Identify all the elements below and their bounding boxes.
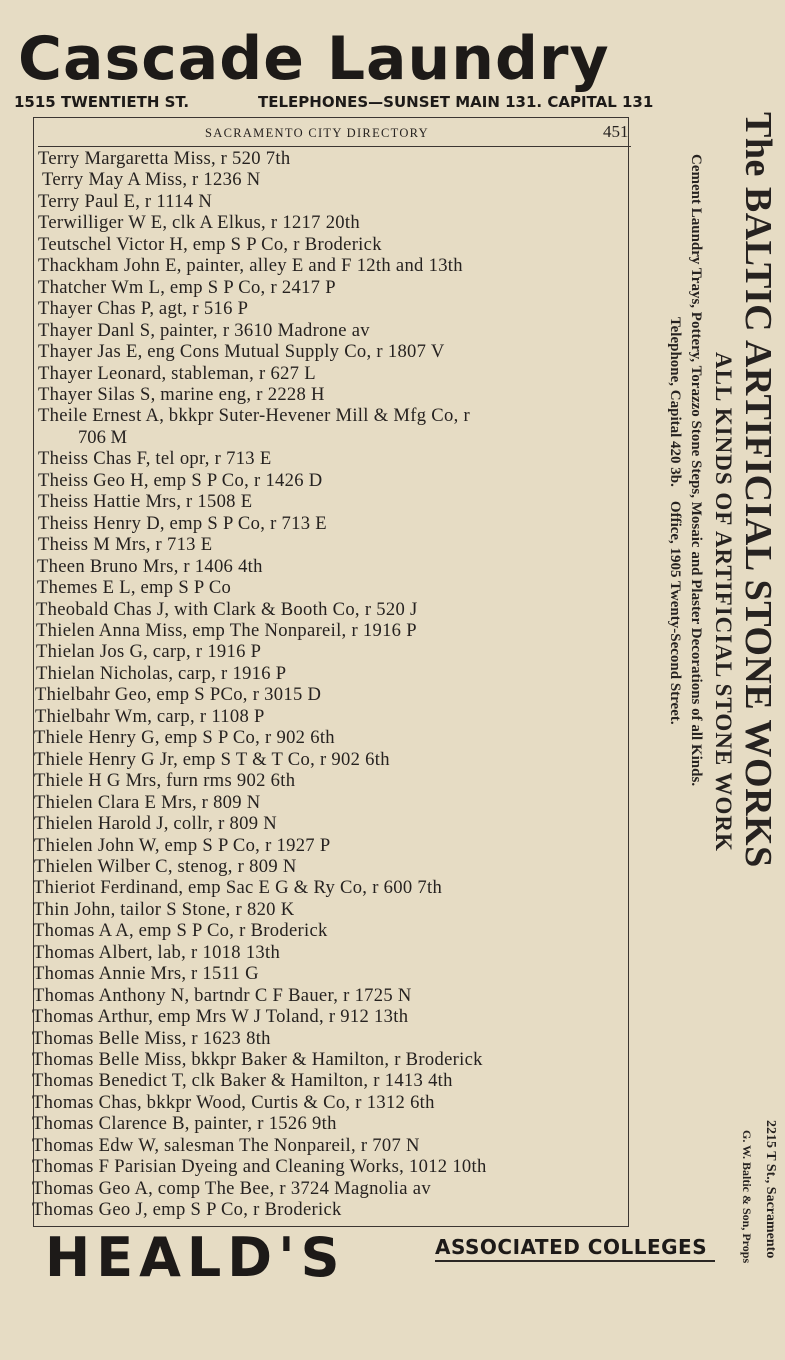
entry-name: Thomas A A,	[33, 920, 134, 942]
entry-name: Thackham John E,	[38, 255, 182, 277]
directory-entry	[0, 448, 638, 469]
directory-entry	[0, 320, 638, 341]
entry-detail: r 809 N	[201, 791, 261, 813]
entry-name: Thomas Annie Mrs,	[33, 963, 187, 985]
entry-name: Theile Ernest A,	[38, 405, 165, 427]
entry-name: Themes E L,	[37, 577, 136, 599]
entry-name: Thomas Geo A,	[32, 1177, 154, 1199]
entry-name: Thielen Wilber C,	[34, 855, 173, 877]
entry-name: Teutschel Victor H,	[38, 233, 189, 255]
entry-detail: painter, alley E and F 12th and 13th	[186, 255, 463, 277]
entry-continuation: 706 M	[78, 426, 128, 448]
directory-entry	[0, 856, 634, 877]
directory-entry	[0, 363, 638, 384]
directory-entry	[0, 534, 638, 555]
entry-name: Thiele H G Mrs,	[34, 770, 162, 792]
top-ad-telephones: TELEPHONES—SUNSET MAIN 131. CAPITAL 131	[258, 93, 654, 111]
entry-name: Theiss Hattie Mrs,	[38, 491, 182, 513]
running-head: SACRAMENTO CITY DIRECTORY	[205, 126, 429, 140]
entry-name: Theiss M Mrs,	[38, 534, 151, 556]
entry-name: Thielbahr Geo,	[35, 684, 152, 706]
entry-name: Thayer Silas S,	[38, 383, 156, 405]
directory-entry	[0, 1156, 632, 1177]
entry-name: Thielan Jos G,	[36, 641, 149, 663]
entry-name: Thomas Arthur,	[32, 1006, 154, 1028]
entry-detail: bkkpr Wood, Curtis & Co, r 1312 6th	[146, 1091, 435, 1113]
entry-name: Thielen Clara E Mrs,	[34, 791, 197, 813]
entry-detail: eng Cons Mutual Supply Co, r 1807 V	[147, 341, 445, 363]
directory-entry	[0, 491, 638, 512]
directory-entry	[0, 1049, 632, 1070]
entry-detail: r 1508 E	[185, 491, 253, 513]
directory-entry	[0, 277, 638, 298]
entry-name: Thomas Chas,	[32, 1091, 142, 1113]
directory-entry	[0, 341, 638, 362]
entry-detail: comp The Bee, r 3724 Magnolia av	[157, 1177, 431, 1199]
directory-entry	[0, 942, 633, 963]
entry-detail: tailor S Stone, r 820 K	[120, 898, 295, 920]
entry-detail: emp S P Co, r 713 E	[169, 512, 327, 534]
entry-name: Thielen Harold J,	[34, 813, 169, 835]
entry-detail: emp S P Co, r 1426 D	[153, 469, 323, 491]
entry-detail: emp S P Co, r 902 6th	[164, 727, 335, 749]
directory-entry	[0, 148, 638, 169]
bottom-ad-subtitle: ASSOCIATED COLLEGES	[435, 1235, 708, 1259]
directory-entry	[0, 405, 638, 448]
entry-name: Thielen John W,	[34, 834, 160, 856]
bottom-ad-rule	[435, 1260, 715, 1262]
directory-entry	[0, 556, 637, 577]
entry-detail: emp S P Co, r Broderick	[192, 233, 382, 255]
entry-name: Terry Margaretta Miss,	[38, 148, 216, 169]
directory-entry	[0, 920, 633, 941]
directory-entry	[0, 706, 635, 727]
directory-entry	[0, 1028, 632, 1049]
bottom-ad-title: HEALD'S	[45, 1226, 346, 1289]
entry-name: Thomas F Parisian	[32, 1156, 177, 1178]
entry-detail: emp S PCo, r 3015 D	[156, 684, 322, 706]
side-advertisement: The BALTIC ARTIFICIAL STONE WORKS ALL KINDS OF ARTIFICIAL STONE WORK Cement Laundry Trays, Pottery, Torazzo Stone Steps, Mosaic and Plaster Decorations of all Kinds. Telephone, Capital 420 3b.Office, 1905 Twenty-Second Street. 2215 T St., Sacramento G. W. Baltic & Son, Props	[667, 112, 779, 1264]
page-number: 451	[603, 122, 629, 141]
entry-detail: carp, r 1916 P	[152, 641, 262, 663]
directory-entry	[0, 1113, 632, 1134]
directory-entry	[0, 663, 636, 684]
entry-name: Thielbahr Wm,	[35, 705, 153, 727]
directory-entry	[0, 770, 634, 791]
directory-entries	[0, 148, 640, 1224]
directory-entry	[0, 191, 638, 212]
entry-detail: r 1511 G	[190, 963, 259, 985]
directory-entry	[0, 1135, 632, 1156]
entry-detail: Dyeing and Cleaning Works, 1012 10th	[181, 1156, 487, 1178]
directory-entry	[0, 298, 638, 319]
directory-entry	[0, 599, 636, 620]
entry-detail: emp S P Co, r Broderick	[152, 1199, 342, 1221]
entry-detail: stenog, r 809 N	[177, 855, 297, 877]
entry-detail: emp S P Co, r 2417 P	[169, 276, 336, 298]
directory-entry	[0, 835, 634, 856]
directory-entry	[0, 792, 634, 813]
side-ad-office: Office, 1905 Twenty-Second Street.	[667, 500, 683, 725]
entry-name: Terry Paul E,	[38, 190, 141, 212]
entry-name: Thieriot Ferdinand,	[33, 877, 184, 899]
entry-name: Thiele Henry G Jr,	[34, 748, 179, 770]
entry-name: Theiss Henry D,	[38, 512, 165, 534]
entry-name: Thayer Jas E,	[38, 341, 143, 363]
directory-entry	[0, 384, 638, 405]
entry-detail: marine eng, r 2228 H	[160, 383, 325, 405]
entry-detail: painter, r 1526 9th	[194, 1113, 337, 1135]
directory-entry	[0, 620, 636, 641]
entry-detail: clk Baker & Hamilton, r 1413 4th	[191, 1070, 453, 1092]
entry-detail: collr, r 809 N	[173, 813, 277, 835]
entry-detail: bartndr C F Bauer, r 1725 N	[194, 984, 412, 1006]
directory-entry	[0, 1070, 632, 1091]
entry-detail: r 520 7th	[220, 148, 291, 169]
directory-entry	[0, 684, 635, 705]
entry-detail: agt, r 516 P	[158, 298, 249, 320]
entry-name: Thomas Belle Miss,	[32, 1027, 187, 1049]
entry-detail: emp S T & T Co, r 902 6th	[182, 748, 390, 770]
entry-name: Thayer Leonard,	[38, 362, 167, 384]
entry-detail: emp S P Co	[140, 577, 232, 599]
side-ad-telephone: Telephone, Capital 420 3b.	[667, 317, 683, 487]
entry-detail: with Clark & Booth Co, r 520 J	[174, 598, 418, 620]
directory-entry	[0, 577, 637, 598]
top-ad-address: 1515 TWENTIETH ST.	[14, 93, 190, 111]
directory-entry	[0, 813, 634, 834]
directory-entry	[0, 470, 638, 491]
entry-name: Thatcher Wm L,	[38, 276, 166, 298]
entry-name: Thielan Nicholas,	[36, 662, 174, 684]
entry-detail: carp, r 1916 P	[177, 662, 287, 684]
entry-detail: bkkpr Suter-Hevener Mill & Mfg Co, r	[168, 405, 470, 427]
entry-name: Thomas Clarence B,	[32, 1113, 190, 1135]
entry-name: Thielen Anna Miss,	[36, 619, 188, 641]
entry-detail: emp Mrs W J Toland, r 912 13th	[157, 1006, 409, 1028]
entry-detail: r 1114 N	[144, 190, 213, 212]
entry-name: Thomas Albert,	[33, 941, 153, 963]
directory-entry	[0, 169, 642, 190]
entry-detail: lab, r 1018 13th	[157, 941, 281, 963]
entry-name: Theiss Geo H,	[38, 469, 149, 491]
entry-detail: salesman The Nonpareil, r 707 N	[164, 1134, 420, 1156]
entry-name: Thin John,	[33, 898, 116, 920]
entry-name: Theobald Chas J,	[36, 598, 170, 620]
entry-detail: emp S P Co, r Broderick	[138, 920, 328, 942]
entry-name: Terwilliger W E,	[38, 212, 168, 234]
directory-entry	[0, 985, 633, 1006]
entry-name: Thayer Chas P,	[38, 298, 155, 320]
entry-detail: emp S P Co, r 1927 P	[164, 834, 331, 856]
entry-detail: carp, r 1108 P	[156, 705, 265, 727]
directory-entry	[0, 212, 638, 233]
entry-detail: clk A Elkus, r 1217 20th	[171, 212, 360, 234]
directory-entry	[0, 234, 638, 255]
entry-detail: bkkpr Baker & Hamilton, r Broderick	[191, 1049, 483, 1071]
entry-detail: r 713 E	[155, 534, 213, 556]
directory-entry	[0, 1178, 632, 1199]
directory-entry	[0, 899, 633, 920]
entry-name: Theiss Chas F,	[38, 448, 151, 470]
directory-entry	[0, 1199, 632, 1220]
directory-entry	[0, 641, 636, 662]
entry-name: Theen Bruno Mrs,	[37, 555, 179, 577]
entry-name: Terry May A Miss,	[42, 169, 188, 191]
directory-entry	[0, 727, 634, 748]
entry-detail: furn rms 902 6th	[166, 770, 296, 792]
entry-detail: emp Sac E G & Ry Co, r 600 7th	[187, 877, 443, 899]
entry-name: Thomas Edw W,	[32, 1134, 160, 1156]
directory-entry	[0, 1006, 632, 1027]
entry-name: Thomas Anthony N,	[33, 984, 190, 1006]
entry-detail: painter, r 3610 Madrone av	[159, 319, 370, 341]
directory-entry	[0, 1092, 632, 1113]
header-rule	[38, 146, 631, 147]
entry-name: Thomas Benedict T,	[32, 1070, 187, 1092]
entry-detail: tel opr, r 713 E	[155, 448, 272, 470]
entry-detail: r 1236 N	[191, 169, 261, 191]
directory-entry	[0, 513, 638, 534]
entry-detail: r 1623 8th	[191, 1027, 271, 1049]
directory-entry	[0, 749, 634, 770]
entry-name: Thiele Henry G,	[34, 727, 160, 749]
entry-detail: stableman, r 627 L	[171, 362, 316, 384]
entry-name: Thayer Danl S,	[38, 319, 156, 341]
directory-entry	[0, 877, 633, 898]
entry-detail: emp The Nonpareil, r 1916 P	[192, 619, 417, 641]
entry-detail: r 1406 4th	[183, 555, 263, 577]
directory-entry	[0, 255, 638, 276]
directory-entry	[0, 963, 633, 984]
entry-name: Thomas Geo J,	[32, 1199, 148, 1221]
entry-name: Thomas Belle Miss,	[32, 1049, 187, 1071]
top-ad-title: Cascade Laundry	[18, 24, 610, 94]
